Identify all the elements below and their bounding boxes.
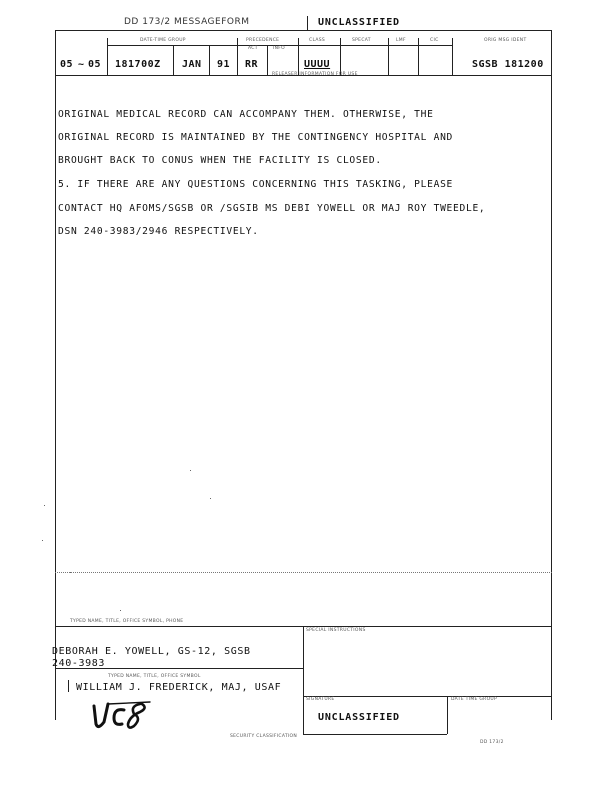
scan-speck (190, 470, 191, 471)
header-col-8 (388, 38, 389, 75)
page-number: 05 (60, 59, 74, 70)
page-total: 05 (88, 59, 102, 70)
year-value: 91 (217, 59, 231, 70)
body-line-2: ORIGINAL RECORD IS MAINTAINED BY THE CONTINGENCY HOSPITAL AND (58, 132, 454, 143)
scan-speck (210, 498, 211, 499)
frame-right (551, 30, 552, 720)
label-cic: CIC (430, 38, 439, 43)
header-col-3 (209, 45, 210, 75)
header-top-rule (55, 30, 552, 31)
label-dtg: DATE-TIME GROUP (140, 38, 186, 43)
label-release: RELEASER INFORMATION FOR USE (272, 72, 358, 77)
drafter-name: DEBORAH E. YOWELL, GS-12, SGSB (52, 646, 251, 657)
date-label: DATE TIME GROUP (451, 697, 498, 702)
body-line-6: DSN 240-3983/2946 RESPECTIVELY. (58, 226, 259, 237)
body-line-4: 5. IF THERE ARE ANY QUESTIONS CONCERNING THIS TASKING, PLEASE (58, 179, 454, 190)
page-separator: ~ (78, 59, 85, 70)
body-line-5: CONTACT HQ AFOMS/SGSB OR /SGSIB MS DEBI YOWELL OR MAJ ROY TWEEDLE, (58, 203, 486, 214)
footer-dotted-rule (55, 572, 552, 574)
header-col-2 (173, 45, 174, 75)
label-info: INFO (273, 46, 286, 51)
body-line-1: ORIGINAL MEDICAL RECORD CAN ACCOMPANY THEM. OTHERWISE, THE (58, 109, 434, 120)
header-col-5 (267, 45, 268, 75)
label-act: ACT (248, 46, 258, 51)
signer-label: TYPED NAME, TITLE, OFFICE SYMBOL (108, 674, 201, 679)
signature-label: SIGNATURE (306, 697, 335, 702)
scan-speck (44, 505, 45, 506)
precedence-value: RR (245, 59, 259, 70)
header-col-1 (107, 38, 108, 75)
body-line-3: BROUGHT BACK TO CONUS WHEN THE FACILITY IS CLOSED. (58, 155, 382, 166)
class-value: UUUU (304, 59, 331, 70)
footer-bottom-rule (303, 734, 447, 735)
header-col-9 (418, 38, 419, 75)
month-value: JAN (182, 59, 202, 70)
signer-tick (68, 680, 69, 692)
orig-msg-ident-value: SGSB 181200 (472, 59, 544, 70)
classification-bottom: UNCLASSIFIED (318, 712, 400, 723)
classification-divider (307, 16, 308, 30)
frame-left (55, 30, 56, 720)
drafter-phone: 240-3983 (52, 658, 105, 669)
handwritten-initials-icon (90, 696, 160, 736)
label-orig-msg-ident: ORIG MSG IDENT (484, 38, 527, 43)
drafter-label: TYPED NAME, TITLE, OFFICE SYMBOL, PHONE (70, 619, 184, 624)
security-label: SECURITY CLASSIFICATION (230, 734, 298, 739)
classification-top: UNCLASSIFIED (318, 17, 400, 28)
header-col-6 (298, 38, 299, 75)
scan-speck (42, 540, 43, 541)
scan-speck (120, 610, 121, 611)
form-number: DD 173/2 (480, 740, 504, 745)
label-lmf: LMF (396, 38, 406, 43)
label-precedence: PRECEDENCE (246, 38, 280, 43)
label-specat: SPECAT (352, 38, 371, 43)
dtg-value: 181700Z (115, 59, 161, 70)
header-col-10 (452, 38, 453, 75)
special-instructions-label: SPECIAL INSTRUCTIONS (306, 628, 366, 633)
header-col-7 (340, 38, 341, 75)
signer-name: WILLIAM J. FREDERICK, MAJ, USAF (76, 682, 282, 693)
footer-right-mid-rule (303, 696, 551, 697)
footer-divider (303, 626, 304, 734)
footer-date-divider (447, 696, 448, 734)
label-class: CLASS (309, 38, 326, 43)
header-col-4 (237, 38, 238, 75)
form-title: DD 173/2 MESSAGEFORM (124, 17, 250, 27)
